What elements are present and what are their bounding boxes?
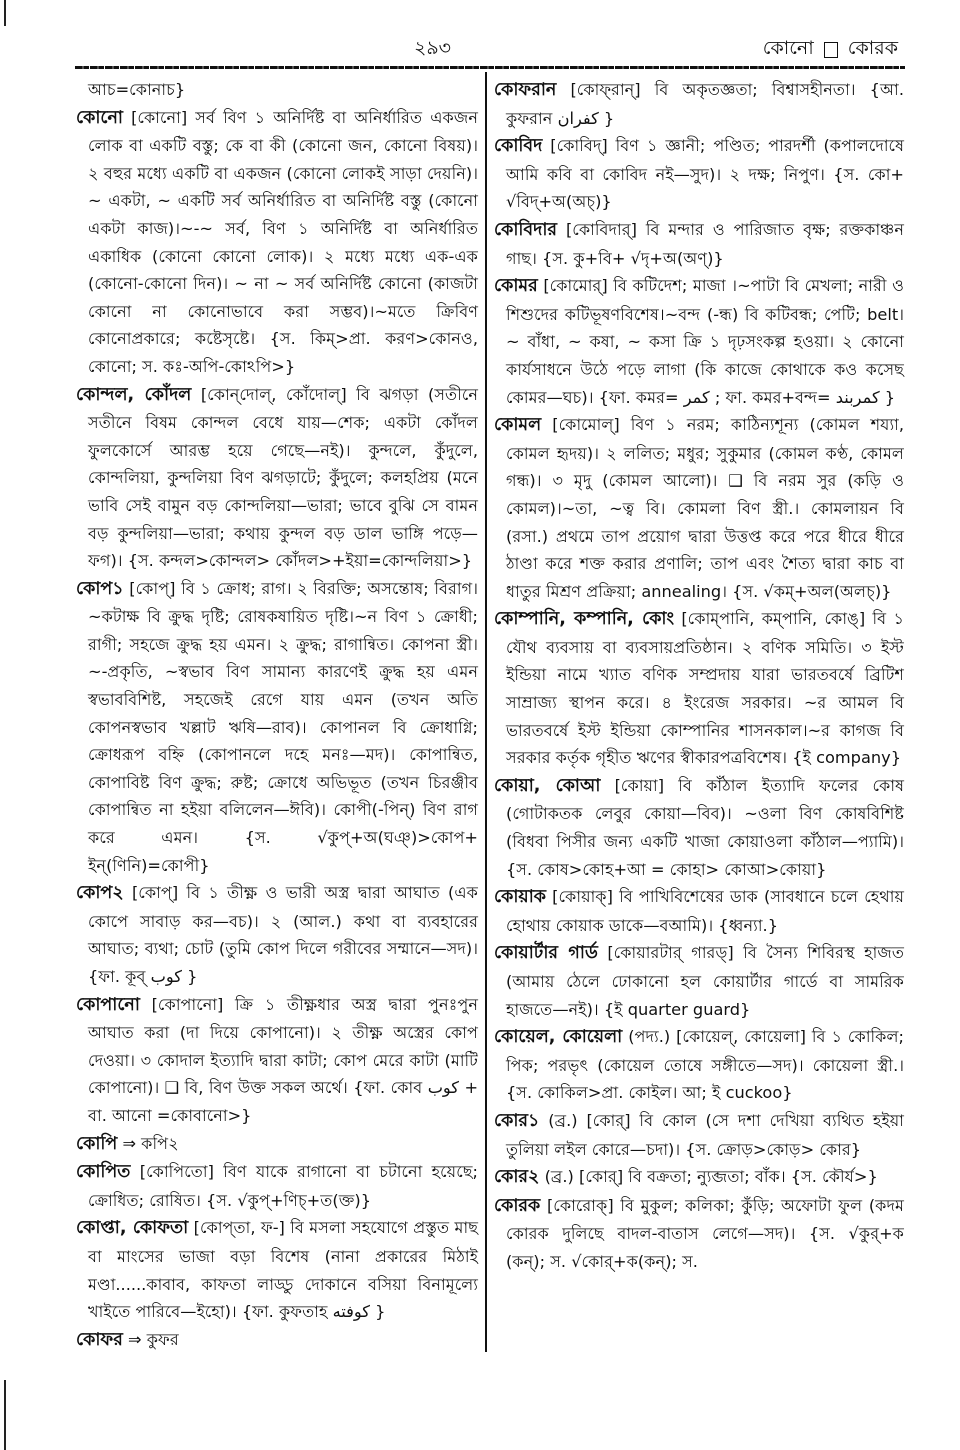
entry-headword: কোরক [494,1195,541,1216]
dictionary-entry [76,104,478,381]
entry-headword: কোনো [76,107,123,128]
entry-definition: [কোপ্‌তা, ফ-] বি মসলা সহযোগে প্রস্তুত মাছ বা মাংসের ভাজা বড়া বিশেষ (নানা প্রকারের মিঠাই মণ্ডা......কাবাব, কাফতা লাড্ডু দোকানে বসিয়া বিনামূল্যে খাইতে পারিবে—ইহো)। {ফা. কুফতাহ کوفته } [88,1218,479,1322]
dictionary-entry [494,1023,904,1107]
entry-headword: কোপি [76,1133,118,1154]
scan-edge-bottom [4,1380,6,1450]
entry-headword: কোর১ [494,1110,540,1131]
dictionary-entry [76,1326,478,1355]
dictionary-entry [494,883,904,939]
entry-definition: [কোমোল্] বিণ ১ নরম; কাঠিন্যশূন্য (কোমল শয্যা, কোমল হৃদয়)। ২ ললিত; মধুর; সুকুমার (কোমল কণ্ঠ, কোমল গন্ধ)। ৩ মৃদু (কোমল আলো)। ❑ বি নরম সুর (কড়ি ও কোমল)।~তা, ~ত্ব বি। কোমলা বিণ স্ত্রী.। কোমলায়ন বি (রসা.) প্রথমে তাপ প্রয়োগ দ্বারা উত্তপ্ত করে পরে ধীরে ধীরে ঠাণ্ডা করে শক্ত করার প্রণালি; তাপ এবং শৈত্য দ্বারা কাচ বা ধাতুর মিশ্রণ প্রক্রিয়া; annealing। {স. √কম্+অল(অলচ্)} [506,415,904,601]
entry-headword: কোপিত [76,1162,131,1183]
dictionary-entry [494,76,904,132]
entry-definition: [কোয়াক্] বি পাখিবিশেষের ডাক (সাবধানে চলে হেথায় হোথায় কোয়াক ডাকে—বআমি)। {ধ্বন্যা.} [506,887,904,935]
entry-headword: কোমর [494,276,538,297]
dictionary-entry [494,1192,904,1276]
entry-headword: কোম্পানি, কম্পানি, কোং [494,609,675,630]
guide-box-icon [824,42,838,58]
guide-words [763,34,898,66]
dictionary-entry [494,1107,904,1163]
entry-headword: কোপ২ [76,883,124,904]
entry-continuation: আচ=কোনাচ} [88,80,186,99]
entry-definition: [কোপিতো] বিণ যাকে রাগানো বা চটানো হয়েছে; ক্রোধিত; রোষিত। {স. √কুপ্+ণিচ্+ত(ক্ত)} [88,1162,478,1210]
dictionary-entry [76,381,478,575]
entry-definition: [কোনো] সর্ব বিণ ১ অনির্দিষ্ট বা অনির্ধারিত একজন লোক বা একটি বস্তু; কে বা কী (কোনো জন, কোনো বিষয়)। ২ বহুর মধ্যে একটি বা একজন (কোনো লোকই সাড়া দেয়নি)।~ একটা, ~ একটি সর্ব অনির্ধারিত বা অনির্দিষ্ট বস্তু (কোনো একটা কাজ)।~-~ সর্ব, বিণ ১ অনির্দিষ্ট বা অনির্ধারিত একাধিক (কোনো কোনো লোক)। ২ মধ্যে মধ্যে এক-এক (কোনো-কোনো দিন)। ~ না ~ সর্ব অনির্দিষ্ট কোনো (কাজটা কোনো না কোনোভাবে করা সম্ভব)।~মতে ক্রিবিণ কোনোপ্রকারে; কষ্টেসৃষ্টে। {স. কিম্>প্রা. করণ>কোনও, কোনো; স. কঃ-অপি-কোঽপি>} [88,107,478,376]
dictionary-entry [76,76,478,104]
header-rule [75,66,905,69]
entry-definition: [কোয়া] বি কাঁঠাল ইত্যাদি ফলের কোষ (গোটাকতক লেবুর কোয়া—বিব)। ~ওলা বিণ কোষবিশিষ্ট (বিধবা পিসীর জন্য একটি খাজা কোয়াওলা কাঁঠাল—প্যামি)। {স. কোষ>কোহ+আ = কোহা> কোআ>কোয়া} [506,775,904,879]
entry-definition: (পদ্য.) [কোয়েল্, কোয়েলা] বি ১ কোকিল; পিক; পরভৃৎ (কোয়েল তোষে সঙ্গীতে—সদ)। কোয়েলা স্ত্রী.। {স. কোকিল>প্রা. কোইল। আ; ই cuckoo} [506,1027,904,1103]
dictionary-entry [76,1130,478,1159]
entry-headword: কোয়ার্টার গার্ড [494,943,598,964]
dictionary-entry [76,1158,478,1214]
dictionary-entry [494,772,904,883]
dictionary-entry [494,272,904,411]
entry-definition: [কোবিদার্] বি মন্দার ও পারিজাত বৃক্ষ; রক্তকাঞ্চন গাছ। {স. কু+বি+ √দৃ+অ(অণ্)} [506,219,904,268]
entry-headword: কোপ১ [76,578,124,599]
dictionary-entry [494,939,904,1023]
dictionary-entry [494,605,904,772]
scan-edge-top [4,0,6,26]
entry-definition: ⇒ কুফর [122,1329,179,1349]
entry-headword: কোফর [76,1329,123,1350]
dictionary-entry [76,991,478,1130]
entry-definition: (ব্র.) [কোর্] বি বক্রতা; ন্যুব্জতা; বাঁক। {স. কৌর্য>} [539,1167,878,1187]
entry-definition: [কোরোক্] বি মুকুল; কলিকা; কুঁড়ি; অফোটা ফুল (কদম কোরক দুলিছে বাদল-বাতাস লেগে—সদ)। {স. √কুর্+ক (কন্); স. √কোর্+ক(কন্); স. [506,1195,904,1271]
guide-word-last: কোরক [847,37,898,59]
entry-definition: [কোম্‌পানি, কম্‌পানি, কোঙ্] বি ১ যৌথ ব্যবসায় বা ব্যবসায়প্রতিষ্ঠান। ২ বণিক সমিতি। ৩ ইস্ট ইন্ডিয়া নামে খ্যাত বণিক সম্প্রদায় যারা ভারতবর্ষে ব্রিটিশ সাম্রাজ্য স্থাপন করে। ৪ ইংরেজ সরকার। ~র আমল বি ভারতবর্ষে ইস্ট ইন্ডিয়া কোম্পানির শাসনকাল।~র কাগজ বি সরকার কর্তৃক গৃহীত ঋণের স্বীকারপত্রবিশেষ। {ই company} [506,609,904,768]
entry-headword: কোয়েল, কোয়েলা [494,1027,623,1048]
guide-word-first: কোনো [762,37,814,59]
entry-definition: (ব্র.) [কোর্] বি কোল (সে দশা দেখিয়া ব্যথিত হইয়া তুলিয়া লইল কোরে—চদা)। {স. ক্রোড়>কোড়> কোর} [506,1110,904,1159]
entry-definition: [কোয়ারটার্ গারড্] বি সৈন্য শিবিরস্থ হাজত (আমায় ঠেলে ঢোকানো হল কোয়ার্টার গার্ডে বা সামরিক হাজতে—নই)। {ই quarter guard} [506,943,905,1019]
entry-headword: কোপ্তা, কোফতা [76,1218,189,1239]
entry-definition: [কোবিদ্] বিণ ১ জ্ঞানী; পণ্ডিত; পারদর্শী (কপালদোষে আমি কবি বা কোবিদ নই—সুদ)। ২ দক্ষ; নিপুণ। {স. কো+ √বিদ্+অ(অচ্)} [506,136,904,212]
dictionary-entry [494,132,904,216]
entry-definition: [কোপ্] বি ১ ক্রোধ; রাগ। ২ বিরক্তি; অসন্তোষ; বিরাগ।~কটাক্ষ বি ক্রুদ্ধ দৃষ্টি; রোষকষায়িত দৃষ্টি।~ন বিণ ১ ক্রোধী; রাগী; সহজে ক্রুদ্ধ হয় এমন। ২ ক্রুদ্ধ; রাগান্বিত। কোপনা স্ত্রী। ~-প্রকৃতি, ~স্বভাব বিণ সামান্য কারণেই ক্রুদ্ধ হয় এমন স্বভাববিশিষ্ট, সহজেই রেগে যায় এমন (তখন অতি কোপনস্বভাব খল্লাট ঋষি—রাব)। কোপানল বি ক্রোধাগ্নি; ক্রোধরূপ বহ্নি (কোপানলে দহে মনঃ—মদ)। কোপান্বিত, কোপাবিষ্ট বিণ ক্রুদ্ধ; রুষ্ট; ক্রোধে অভিভূত (তখন চিরঞ্জীব কোপান্বিত না হইয়া বলিলেন—ঈবি)। কোপী(-পিন্) বিণ রাগ করে এমন। {স. √কুপ্+অ(ঘঞ্)>কোপ+ ইন্(ণিনি)=কোপী} [88,578,478,875]
entry-headword: কোন্দল, কোঁদল [76,384,192,405]
entry-definition: [কোমোর্] বি কটিদেশ; মাজা ।~পাটা বি মেখলা; নারী ও শিশুদের কটিভূষণবিশেষ।~বন্দ (-ন্ধ) বি কটিবন্ধ; পেটি; belt। ~ বাঁধা, ~ কষা, ~ কসা ক্রি ১ দৃঢ়সংকল্প হওয়া। ২ কোনো কার্যসাধনে উঠে পড়ে লাগা (কি কাজে কোথাকে কও কসেছ কোমর—ঘচ)। {ফা. কমর= کمر ; ফা. কমর+বন্দ= کمربند } [506,276,904,407]
entry-definition: ⇒ কপি২ [117,1133,179,1153]
entry-headword: কোবিদ [494,136,543,157]
entry-definition: [কোফ্‌রান্] বি অকৃতজ্ঞতা; বিশ্বাসহীনতা। {আ. কুফরান كفران } [506,80,904,128]
right-column [494,76,904,1276]
dictionary-entry [494,411,904,605]
left-column [76,76,478,1354]
column-divider [485,72,487,1352]
entry-headword: কোয়া, কোআ [494,775,601,796]
entry-definition: [কোপানো] ক্রি ১ তীক্ষ্ণধার অস্ত্র দ্বারা পুনঃপুন আঘাত করা (দা দিয়ে কোপানো)। ২ তীক্ষ্ণ অস্ত্রের কোপ দেওয়া। ৩ কোদাল ইত্যাদি দ্বারা কাটা; কোপ মেরে কাটা (মাটি কোপানো)। ❑ বি, বিণ উক্ত সকল অর্থে। {ফা. কোব کوب + বা. আনো =কোবানো>} [88,994,479,1125]
dictionary-entry [76,1214,478,1325]
entry-headword: কোয়াক [494,887,547,908]
page-header [0,34,960,64]
entry-definition: [কোপ্] বি ১ তীক্ষ্ণ ও ভারী অস্ত্র দ্বারা আঘাত (এক কোপে সাবাড় কর—বচ)। ২ (আল.) কথা বা ব্যবহারের আঘাত; ব্যথা; চোট (তুমি কোপ দিলে গরীবের সম্মানে—সদ)। {ফা. কূব্ کوب } [88,883,478,986]
dictionary-entry [494,1163,904,1192]
page-number: ২৯৩ [414,37,452,59]
entry-headword: কোফরান [494,80,557,100]
entry-definition: [কোন্‌দোল্, কোঁদোল্] বি ঝগড়া (সতীনে সতীনে বিষম কোন্দল বেধে যায়—শেক; একটা কোঁদল ফুলকোর্সে আরম্ভ হয়ে গেছে—নই)। কুন্দলে, কুঁদুলে, কোন্দলিয়া, কুন্দলিয়া বিণ ঝগড়াটে; কুঁদুলে; কলহপ্রিয় (মনে ভাবি সেই বামুন বড় কোন্দলিয়া—ভারা; ভাবে বুঝি সে বামন বড় কুন্দলিয়া—ভারা; কথায় কুন্দল বড় ডাল ভাঙ্গি পড়ে—ফগ)। {স. কন্দল>কোন্দল> কোঁদল>+ইয়া=কোন্দলিয়া>} [88,384,479,571]
entry-headword: কোবিদার [494,219,558,240]
entry-headword: কোপানো [76,994,140,1015]
dictionary-entry [494,216,904,272]
entry-headword: কোমল [494,415,542,436]
dictionary-entry [76,575,478,880]
dictionary-entry [76,879,478,990]
entry-headword: কোর২ [494,1167,540,1188]
